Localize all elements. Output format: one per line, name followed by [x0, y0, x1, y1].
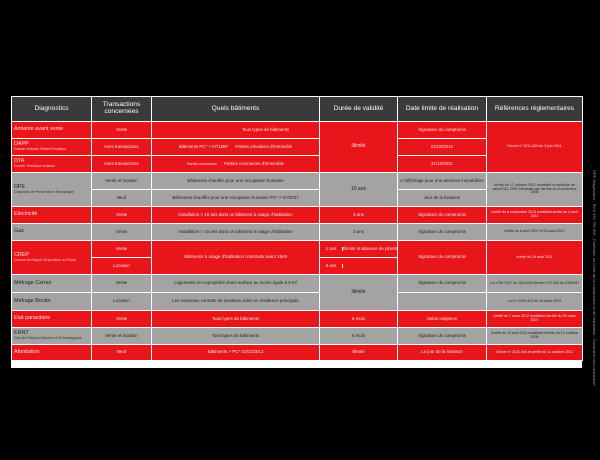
- table-row: [12, 275, 583, 293]
- transaction-ernt: Vente et location: [92, 328, 152, 345]
- table-row: [12, 311, 583, 328]
- ref-termites: Arrêté du 7 mars 2012 modifiant l'arrêté du 29 mars 2007: [487, 311, 583, 328]
- date-electricite: Signature du compromis: [398, 207, 487, 224]
- date-dta: 31/12/2021: [398, 156, 487, 173]
- diag-dpe: DPE Diagnostic de Performance Énergétique: [12, 173, 92, 207]
- date-ernt: Signature du compromis: [398, 328, 487, 345]
- validite-dpe: 10 ans: [320, 173, 398, 207]
- validite-crep-vente: 1 ans: [320, 247, 343, 252]
- date-termites: Selon exigence: [398, 311, 487, 328]
- diagnostics-table-sheet: [11, 96, 582, 368]
- header-transactions: Transactions concernées: [92, 97, 152, 122]
- vertical-side-note: [591, 170, 598, 386]
- batiments-dpe-a: Bâtiments chauffés pour une occupation humaine: [152, 173, 320, 190]
- diag-crep: CREP Constat de Risque d'Exposition au Plomb: [12, 241, 92, 275]
- table-row: [12, 345, 583, 361]
- batiments-gaz: Installation > 15 ans dans un bâtiment à usage d'habitation: [152, 224, 320, 241]
- table-row: [12, 241, 583, 258]
- transaction-gaz: Vente: [92, 224, 152, 241]
- table-row: [12, 207, 583, 224]
- ref-dpe: Arrêté du 17 octobre 2012 modifiant la méthode de calcul 3CL-DPE introduite par l'arrêté du 9 novembre 2006: [487, 173, 583, 207]
- header-batiments: Quels bâtiments: [152, 97, 320, 122]
- validite-ernt: 6 mois: [320, 328, 398, 345]
- transaction-crep-location: Location: [92, 258, 152, 275]
- transaction-carrez: Vente: [92, 275, 152, 293]
- table-row: [12, 328, 583, 345]
- table-row: [12, 122, 583, 139]
- header-date-limite: Date limite de réalisation: [398, 97, 487, 122]
- diag-dapp: DAPP Dossier Amiante Parties Privatives: [12, 139, 92, 156]
- diag-amiante: Amiante avant vente: [12, 122, 92, 139]
- diag-termites: Etat parasitaire: [12, 311, 92, 328]
- ref-gaz: Arrêté du 6 avril 2007 et 24 août 2010: [487, 224, 583, 241]
- transaction-boutin: Location: [92, 293, 152, 311]
- header-diagnostics: Diagnostics: [12, 97, 92, 122]
- validite-rt2012: Illimité: [320, 345, 398, 361]
- date-rt2012: Le jour de la livraison: [398, 345, 487, 361]
- transaction-dpe-vente: Vente et location: [92, 173, 152, 190]
- transaction-dpe-neuf: Neuf: [92, 190, 152, 207]
- diag-dta: DTA Dossier Technique Amiante: [12, 156, 92, 173]
- batiments-ernt: Tous types de bâtiments: [152, 328, 320, 345]
- ref-crep: Arrêté du 19 août 2011: [487, 241, 583, 275]
- batiments-crep: Bâtiments à usage d'habitation construits avant 1949: [152, 241, 320, 275]
- diag-gaz: Gaz: [12, 224, 92, 241]
- batiments-dapp: Bâtiments PC* < 07/1997 Parties privatives d'immeuble: [152, 139, 320, 156]
- diag-rt2012: Attestation: [12, 345, 92, 361]
- batiments-dta: Parties communes Parties communes d'immeuble: [152, 156, 320, 173]
- validite-amiante-block: Illimité: [320, 122, 398, 173]
- table-row: [12, 173, 583, 190]
- table-header-row: [12, 97, 583, 122]
- transaction-termites: Vente: [92, 311, 152, 328]
- date-amiante: Signature du compromis: [398, 122, 487, 139]
- diag-electricite: Electricité: [12, 207, 92, 224]
- validite-crep: [320, 241, 398, 258]
- batiments-dpe-b: Bâtiments chauffés pour une occupation humaine PC* > 07/2007: [152, 190, 320, 207]
- transaction-amiante: Vente: [92, 122, 152, 139]
- transaction-electricite: Vente: [92, 207, 152, 224]
- transaction-crep-vente: Vente: [92, 241, 152, 258]
- batiments-electricite: Installation > 15 ans dans un bâtiment à usage d'habitation: [152, 207, 320, 224]
- diag-ernt: ERNT Etat des Risques Naturels et Technologiques: [12, 328, 92, 345]
- ref-amiante-block: Décret n° 2011-629 du 3 juin 2011: [487, 122, 583, 173]
- batiments-rt2012: Bâtiments > PC* 01/01/2013: [152, 345, 320, 361]
- date-crep: Signature du compromis: [398, 241, 487, 275]
- date-dapp: 01/02/2012: [398, 139, 487, 156]
- validite-termites: 6 mois: [320, 311, 398, 328]
- date-boutin: [398, 293, 487, 311]
- diagnostics-table: [11, 96, 583, 361]
- transaction-rt2012: Neuf: [92, 345, 152, 361]
- date-gaz: Signature du compromis: [398, 224, 487, 241]
- diag-carrez: Métrage Carrez: [12, 275, 92, 293]
- ref-electricite: Arrêté du 8 septembre 2014 modifiant arrêté du 4 avril 2011: [487, 207, 583, 224]
- date-dpe-a: A l'affichage pour une annonce immobilière: [398, 173, 487, 190]
- ref-rt2012: Décret n° 2011-544 et arrêté du 11 octobre 2011: [487, 345, 583, 361]
- side-note-text: DPE Diagnostics - RCS 492 765 615 - Conforme au Code de la construction et de l'habitation - Document non contractuel: [592, 170, 597, 386]
- validite-crep-illimite: Illimité si absence de plomb: [343, 245, 397, 251]
- batiments-termites: Tous types de bâtiments: [152, 311, 320, 328]
- header-duree: Durée de validité: [320, 97, 398, 122]
- validite-crep-location: [320, 258, 398, 275]
- ref-boutin: Loi n° 2009-323 du 25 Mars 2009: [487, 293, 583, 311]
- validite-electricite: 3 ans: [320, 207, 398, 224]
- header-references: Références réglementaires: [487, 97, 583, 122]
- date-dpe-b: Jour de la livraison: [398, 190, 487, 207]
- batiments-carrez: Logements en copropriété d'une surface au moins égale à 8 m²: [152, 275, 320, 293]
- table-row: [12, 293, 583, 311]
- diag-boutin: Métrage Boutin: [12, 293, 92, 311]
- ref-carrez: Loi n°96-1107 du 18/12/96 Décret n°97-532 du 23/05/97: [487, 275, 583, 293]
- transaction-dapp: Hors transactions: [92, 139, 152, 156]
- batiments-amiante: Tous types de bâtiments: [152, 122, 320, 139]
- validite-gaz: 3 ans: [320, 224, 398, 241]
- ref-ernt: Arrêté du 13 avril 2011 modifiant l'arrêté du 13 octobre 2005: [487, 328, 583, 345]
- validite-metrage: Illimité: [320, 275, 398, 311]
- transaction-dta: Hors transactions: [92, 156, 152, 173]
- table-row: [12, 224, 583, 241]
- batiments-boutin: Les nouveaux contrats de locations vides en résidence principale: [152, 293, 320, 311]
- validite-crep-location-value: 6 ans: [320, 264, 343, 269]
- date-carrez: Signature du compromis: [398, 275, 487, 293]
